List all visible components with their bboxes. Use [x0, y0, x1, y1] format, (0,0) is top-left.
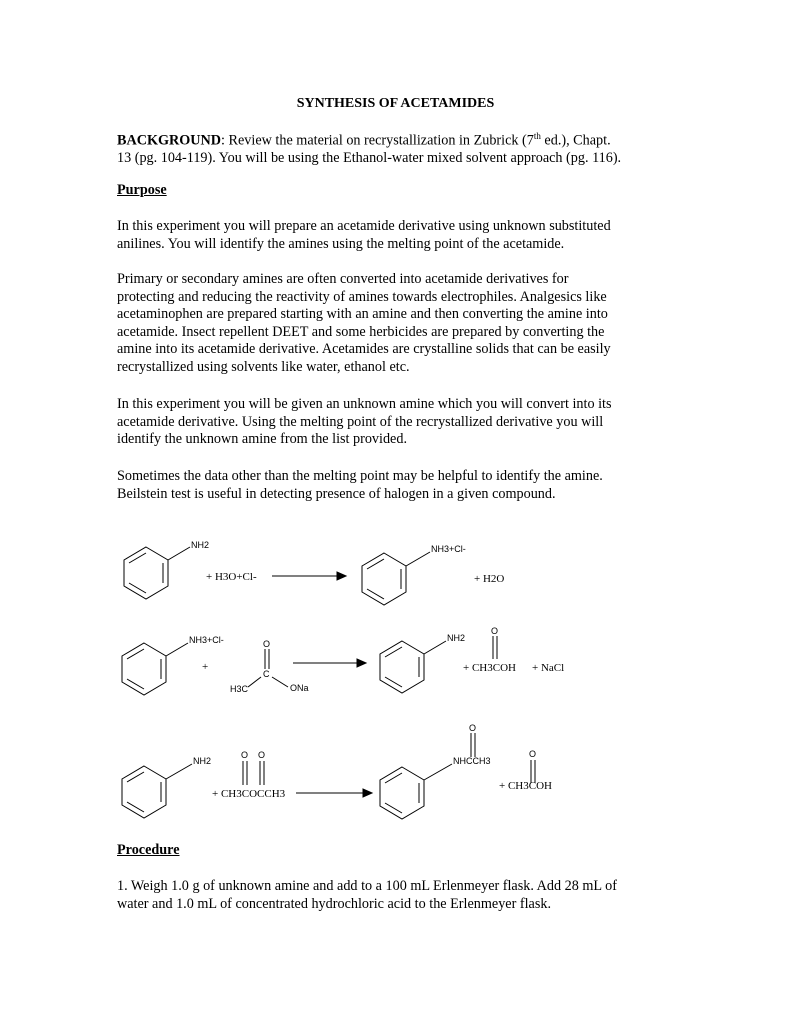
- r1-reactant-group: NH2: [191, 540, 210, 550]
- r3-acid: + CH3COH: [499, 780, 552, 792]
- r2-acetate-ona: ONa: [290, 683, 309, 693]
- p2-line-4: acetamide. Insect repellent DEET and some herbicides are prepared by converting the: [117, 323, 605, 340]
- benzene-ring-r3-product: [380, 764, 452, 819]
- r2-acid-o: O: [491, 626, 499, 636]
- background-line-1: [117, 128, 679, 150]
- paragraph-2: [117, 271, 679, 376]
- r3-anhydride-o1: O: [241, 750, 249, 760]
- r3-product-group: NHCCH3: [453, 756, 491, 766]
- acetate-structure: [248, 649, 288, 687]
- background-label: BACKGROUND: [117, 132, 222, 149]
- r2-acetate-c: C: [263, 669, 270, 679]
- r3-reactant-group: NH2: [193, 756, 212, 766]
- page-title: SYNTHESIS OF ACETAMIDES: [296, 96, 495, 111]
- p1-line-1: In this experiment you will prepare an acetamide derivative using unknown substituted: [117, 218, 611, 234]
- p2-line-1: Primary or secondary amines are often converted into acetamide derivatives for: [117, 271, 569, 287]
- procedure-step-1: [117, 878, 679, 913]
- background-line-2: 13 (pg. 104-119). You will be using the Ethanol-water mixed solvent approach (pg. 116).: [117, 150, 622, 167]
- r1-product-group: NH3+Cl-: [431, 544, 466, 554]
- step1-line-1: 1. Weigh 1.0 g of unknown amine and add to a 100 mL Erlenmeyer flask. Add 28 mL of: [117, 878, 617, 894]
- r2-product-group: NH2: [447, 633, 466, 643]
- procedure-heading: Procedure: [117, 842, 180, 858]
- p2-line-3: acetaminophen are prepared starting with an amine and then converting the amine into: [117, 306, 608, 322]
- benzene-ring-r1-reactant: [124, 547, 190, 599]
- r2-reactant-group: NH3+Cl-: [189, 635, 224, 645]
- purpose-heading: Purpose: [117, 182, 167, 198]
- benzene-ring-r1-product: [362, 552, 430, 605]
- r3-acid-o: O: [529, 749, 537, 759]
- benzene-ring-r2-product: [380, 641, 446, 693]
- r3-product-o: O: [469, 723, 477, 733]
- paragraph-1: [117, 218, 679, 253]
- r3-anhydride-o2: O: [258, 750, 266, 760]
- benzene-ring-r3-reactant: [122, 764, 192, 818]
- r1-arrow: [272, 572, 346, 580]
- reaction-1: [124, 540, 504, 605]
- step1-line-2: water and 1.0 mL of concentrated hydrochloric acid to the Erlenmeyer flask.: [117, 895, 551, 912]
- p4-line-2: Beilstein test is useful in detecting presence of halogen in a given compound.: [117, 485, 556, 502]
- p3-line-3: identify the unknown amine from the list provided.: [117, 431, 407, 447]
- p2-line-6: recrystallized using solvents like water, ethanol etc.: [117, 358, 410, 375]
- p1-line-2: anilines. You will identify the amines using the melting point of the acetamide.: [117, 235, 565, 252]
- background-paragraph: [117, 128, 679, 168]
- r2-acetate-h3c: H3C: [230, 684, 249, 694]
- r1-reagent: + H3O+Cl-: [206, 571, 257, 583]
- r2-acid: + CH3COH: [463, 662, 516, 674]
- paragraph-3: [117, 396, 679, 449]
- p3-line-2: acetamide derivative. Using the melting point of the recrystallized derivative you will: [117, 413, 604, 430]
- benzene-ring-r2-reactant: [122, 643, 188, 695]
- paragraph-4: [117, 468, 679, 503]
- reaction-schemes: [0, 525, 791, 825]
- background-superscript: th: [533, 131, 541, 141]
- r2-acetate-o: O: [263, 639, 271, 649]
- p3-line-1: In this experiment you will be given an unknown amine which you will convert into its: [117, 396, 612, 412]
- r2-arrow: [293, 659, 366, 667]
- r2-plus: +: [202, 661, 209, 673]
- background-text-a: : Review the material on recrystallization in Zubrick (7: [221, 132, 534, 149]
- reaction-2: [122, 626, 564, 695]
- r3-arrow: [296, 789, 372, 797]
- r3-anhydride: + CH3COCCH3: [212, 788, 286, 800]
- p4-line-1: Sometimes the data other than the melting point may be helpful to identify the amine.: [117, 468, 603, 484]
- reaction-3: [122, 723, 552, 819]
- p2-line-2: protecting and reducing the reactivity of amines towards electrophiles. Analgesics like: [117, 288, 607, 305]
- background-text-b: ed.), Chapt.: [540, 132, 611, 149]
- r1-byproduct: + H2O: [474, 573, 505, 585]
- r2-salt: + NaCl: [532, 662, 565, 674]
- p2-line-5: amine into its acetamide derivative. Acetamides are crystalline solids that can be easily: [117, 341, 611, 357]
